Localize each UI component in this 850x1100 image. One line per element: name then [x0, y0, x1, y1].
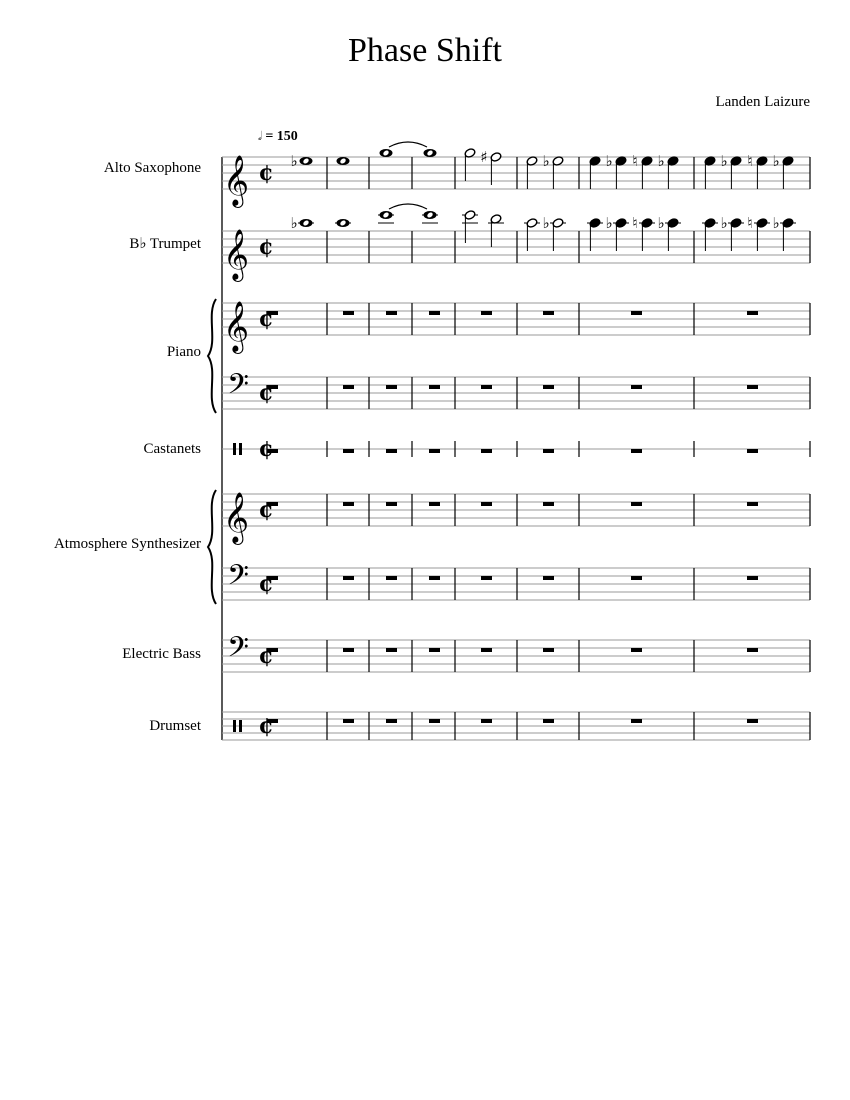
- whole-rest-icon: [481, 719, 492, 723]
- alto-sax-note: [667, 156, 679, 189]
- whole-rest-icon: [429, 449, 440, 453]
- alto-sax-note: [300, 157, 313, 165]
- flat-icon: ♭: [542, 152, 550, 170]
- flat-icon: ♭: [290, 152, 298, 170]
- score-title: Phase Shift: [348, 32, 502, 69]
- whole-rest-icon: [343, 576, 354, 580]
- tie-icon: [389, 204, 427, 209]
- staff-label-trumpet: B♭ Trumpet: [129, 236, 201, 252]
- trumpet-note: [422, 211, 438, 223]
- composer-name: Landen Laizure: [715, 94, 810, 110]
- whole-rest-icon: [747, 719, 758, 723]
- trumpet-note: [462, 210, 478, 243]
- staff-label-alto-saxophone: Alto Saxophone: [103, 160, 201, 176]
- flat-icon: ♭: [605, 152, 613, 170]
- whole-rest-icon: [747, 576, 758, 580]
- whole-rest-icon: [481, 502, 492, 506]
- whole-rest-icon: [429, 311, 440, 315]
- flat-icon: ♭: [720, 152, 728, 170]
- trumpet-note: [488, 214, 504, 247]
- cut-time-icon: ¢: [258, 497, 274, 523]
- alto-sax-note: [424, 149, 437, 157]
- whole-rest-icon: [386, 648, 397, 652]
- tempo-value: = 150: [265, 129, 298, 144]
- whole-rest-icon: [429, 576, 440, 580]
- whole-rest-icon: [481, 576, 492, 580]
- whole-rest-icon: [343, 385, 354, 389]
- whole-rest-icon: [386, 576, 397, 580]
- whole-rest-icon: [343, 719, 354, 723]
- whole-rest-icon: [631, 385, 642, 389]
- trumpet-note: [702, 218, 718, 251]
- whole-rest-icon: [343, 311, 354, 315]
- staff-label-atmosphere-synthesizer: Atmosphere Synthesizer: [53, 536, 201, 552]
- whole-rest-icon: [429, 502, 440, 506]
- staff-label-drumset: Drumset: [149, 718, 201, 734]
- trumpet-note: [587, 218, 603, 251]
- trumpet-note: [298, 219, 314, 227]
- cut-time-icon: ¢: [258, 436, 274, 462]
- atmos-brace: [208, 490, 216, 604]
- treble-clef-icon: 𝄞: [222, 492, 250, 543]
- flat-icon: ♭: [542, 214, 550, 232]
- whole-rest-icon: [343, 449, 354, 453]
- staff-electric-bass: [222, 640, 810, 672]
- cut-time-icon: ¢: [258, 643, 274, 669]
- whole-rest-icon: [429, 385, 440, 389]
- bass-clef-icon: 𝄢: [227, 559, 249, 599]
- alto-sax-note: [782, 156, 794, 189]
- trumpet-note: [550, 218, 566, 251]
- whole-rest-icon: [481, 311, 492, 315]
- whole-rest-icon: [343, 502, 354, 506]
- whole-rest-icon: [481, 648, 492, 652]
- trumpet-note: [335, 219, 351, 227]
- alto-sax-note: [464, 148, 476, 181]
- natural-icon: ♮: [747, 214, 753, 232]
- treble-clef-icon: 𝄞: [222, 301, 250, 352]
- cut-time-icon: ¢: [258, 306, 274, 332]
- whole-rest-icon: [543, 502, 554, 506]
- trumpet-note: [665, 218, 681, 251]
- whole-rest-icon: [386, 719, 397, 723]
- alto-sax-note: [337, 157, 350, 165]
- whole-rest-icon: [386, 449, 397, 453]
- treble-clef-icon: 𝄞: [222, 155, 250, 206]
- trumpet-note: [613, 218, 629, 251]
- cut-time-icon: ¢: [258, 380, 274, 406]
- whole-rest-icon: [631, 449, 642, 453]
- alto-sax-note: [552, 156, 564, 189]
- whole-rest-icon: [386, 311, 397, 315]
- whole-rest-icon: [343, 648, 354, 652]
- staff-trumpet: [222, 231, 810, 263]
- trumpet-note: [378, 211, 394, 223]
- piano-brace: [208, 299, 216, 413]
- flat-icon: ♭: [290, 214, 298, 232]
- flat-icon: ♭: [720, 214, 728, 232]
- whole-rest-icon: [543, 576, 554, 580]
- alto-sax-note: [380, 149, 393, 157]
- whole-rest-icon: [631, 502, 642, 506]
- trumpet-note: [639, 218, 655, 251]
- whole-rest-icon: [386, 385, 397, 389]
- alto-sax-note: [615, 156, 627, 189]
- natural-icon: ♮: [632, 152, 638, 170]
- whole-rest-icon: [543, 449, 554, 453]
- cut-time-icon: ¢: [258, 234, 274, 260]
- treble-clef-icon: 𝄞: [222, 229, 250, 280]
- alto-sax-note: [730, 156, 742, 189]
- whole-rest-icon: [481, 449, 492, 453]
- alto-sax-note: [526, 156, 538, 189]
- trumpet-note: [780, 218, 796, 251]
- alto-sax-note: [756, 156, 768, 189]
- whole-rest-icon: [543, 648, 554, 652]
- percussion-clef-icon: [233, 443, 236, 455]
- staff-label-castanets: Castanets: [143, 441, 201, 457]
- percussion-clef-icon: [239, 720, 242, 732]
- staff-drumset: [222, 712, 810, 740]
- whole-rest-icon: [429, 719, 440, 723]
- whole-rest-icon: [747, 385, 758, 389]
- staff-castanets: [222, 441, 810, 457]
- flat-icon: ♭: [657, 214, 665, 232]
- percussion-clef-icon: [239, 443, 242, 455]
- whole-rest-icon: [631, 311, 642, 315]
- staff-piano-treble: [222, 303, 810, 335]
- whole-rest-icon: [543, 311, 554, 315]
- percussion-clef-icon: [233, 720, 236, 732]
- whole-rest-icon: [631, 648, 642, 652]
- half-note-icon: 𝅗𝅥: [258, 129, 262, 143]
- natural-icon: ♮: [632, 214, 638, 232]
- natural-icon: ♮: [747, 152, 753, 170]
- staff-atmos-treble: [222, 494, 810, 526]
- flat-icon: ♭: [772, 152, 780, 170]
- staff-label-piano: Piano: [166, 344, 201, 360]
- whole-rest-icon: [386, 502, 397, 506]
- whole-rest-icon: [631, 719, 642, 723]
- sharp-icon: ♯: [480, 148, 488, 166]
- whole-rest-icon: [481, 385, 492, 389]
- bass-clef-icon: 𝄢: [227, 631, 249, 671]
- flat-icon: ♭: [605, 214, 613, 232]
- alto-sax-note: [704, 156, 716, 189]
- tie-icon: [389, 142, 427, 147]
- trumpet-note: [728, 218, 744, 251]
- whole-rest-icon: [631, 576, 642, 580]
- whole-rest-icon: [543, 719, 554, 723]
- staff-piano-bass: [222, 377, 810, 409]
- cut-time-icon: ¢: [258, 713, 274, 739]
- whole-rest-icon: [747, 648, 758, 652]
- whole-rest-icon: [747, 449, 758, 453]
- alto-sax-note: [641, 156, 653, 189]
- trumpet-note: [754, 218, 770, 251]
- cut-time-icon: ¢: [258, 160, 274, 186]
- alto-sax-note: [490, 152, 502, 185]
- bass-clef-icon: 𝄢: [227, 368, 249, 408]
- staff-label-electric-bass: Electric Bass: [122, 646, 201, 662]
- cut-time-icon: ¢: [258, 571, 274, 597]
- whole-rest-icon: [747, 502, 758, 506]
- flat-icon: ♭: [772, 214, 780, 232]
- whole-rest-icon: [747, 311, 758, 315]
- flat-icon: ♭: [657, 152, 665, 170]
- whole-rest-icon: [543, 385, 554, 389]
- trumpet-note: [524, 218, 540, 251]
- staff-atmos-bass: [222, 568, 810, 600]
- whole-rest-icon: [429, 648, 440, 652]
- alto-sax-note: [589, 156, 601, 189]
